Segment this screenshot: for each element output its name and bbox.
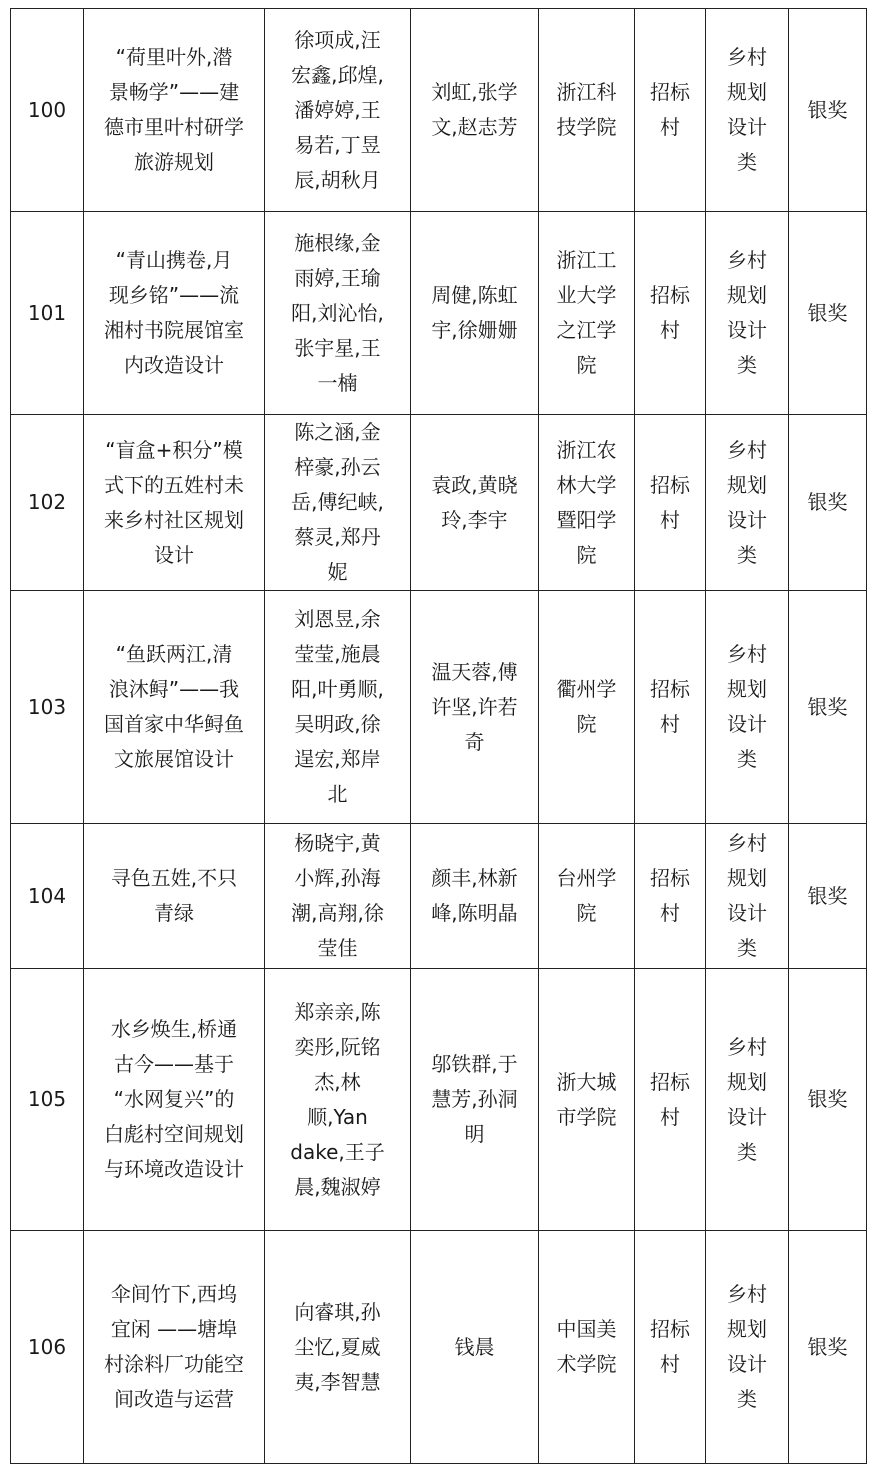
school-cell: 浙江农 林大学 暨阳学 院 [539, 415, 635, 591]
project-title-cell: 水乡焕生,桥通 古今——基于 “水网复兴”的 白彪村空间规划 与环境改造设计 [84, 969, 265, 1231]
project-title-cell: “鱼跃两江,清 浪沐鲟”——我 国首家中华鲟鱼 文旅展馆设计 [84, 591, 265, 824]
school-cell: 浙江科 技学院 [539, 9, 635, 212]
table-row [11, 9, 867, 212]
source-type-cell: 招标 村 [635, 824, 706, 969]
category-cell: 乡村 规划 设计 类 [706, 9, 789, 212]
source-type-cell: 招标 村 [635, 415, 706, 591]
advisors-cell: 袁政,黄晓 玲,李宇 [411, 415, 539, 591]
entry-number-cell: 100 [11, 9, 84, 212]
award-cell: 银奖 [789, 824, 867, 969]
team-members-cell: 杨晓宇,黄 小辉,孙海 潮,高翔,徐 莹佳 [265, 824, 411, 969]
team-members-cell: 刘恩昱,余 莹莹,施晨 阳,叶勇顺, 吴明政,徐 逞宏,郑岸 北 [265, 591, 411, 824]
entry-number-cell: 104 [11, 824, 84, 969]
team-members-cell: 陈之涵,金 梓豪,孙云 岳,傅纪峡, 蔡灵,郑丹 妮 [265, 415, 411, 591]
category-cell: 乡村 规划 设计 类 [706, 591, 789, 824]
category-cell: 乡村 规划 设计 类 [706, 969, 789, 1231]
award-cell: 银奖 [789, 212, 867, 415]
entry-number-cell: 106 [11, 1231, 84, 1464]
table-row [11, 1231, 867, 1464]
project-title-cell: 伞间竹下,西坞 宜闲 ——塘埠 村涂料厂功能空 间改造与运营 [84, 1231, 265, 1464]
project-title-cell: 寻色五姓,不只 青绿 [84, 824, 265, 969]
project-title-cell: “青山携卷,月 现乡铭”——流 湘村书院展馆室 内改造设计 [84, 212, 265, 415]
award-cell: 银奖 [789, 1231, 867, 1464]
category-cell: 乡村 规划 设计 类 [706, 415, 789, 591]
table-row [11, 212, 867, 415]
award-cell: 银奖 [789, 591, 867, 824]
category-cell: 乡村 规划 设计 类 [706, 212, 789, 415]
source-type-cell: 招标 村 [635, 212, 706, 415]
table-body [11, 9, 867, 1464]
category-cell: 乡村 规划 设计 类 [706, 1231, 789, 1464]
school-cell: 浙大城 市学院 [539, 969, 635, 1231]
source-type-cell: 招标 村 [635, 969, 706, 1231]
source-type-cell: 招标 村 [635, 1231, 706, 1464]
school-cell: 台州学 院 [539, 824, 635, 969]
table-row [11, 969, 867, 1231]
category-cell: 乡村 规划 设计 类 [706, 824, 789, 969]
award-cell: 银奖 [789, 9, 867, 212]
team-members-cell: 徐项成,汪 宏鑫,邱煌, 潘婷婷,王 易若,丁昱 辰,胡秋月 [265, 9, 411, 212]
source-type-cell: 招标 村 [635, 9, 706, 212]
entry-number-cell: 105 [11, 969, 84, 1231]
advisors-cell: 刘虹,张学 文,赵志芳 [411, 9, 539, 212]
team-members-cell: 郑亲亲,陈 奕彤,阮铭 杰,林 顺,Yan dake,王子 晨,魏淑婷 [265, 969, 411, 1231]
source-type-cell: 招标 村 [635, 591, 706, 824]
advisors-cell: 颜丰,林新 峰,陈明晶 [411, 824, 539, 969]
school-cell: 中国美 术学院 [539, 1231, 635, 1464]
project-title-cell: “荷里叶外,潜 景畅学”——建 德市里叶村研学 旅游规划 [84, 9, 265, 212]
award-cell: 银奖 [789, 969, 867, 1231]
awards-table [10, 8, 867, 1464]
advisors-cell: 温天蓉,傅 许坚,许若 奇 [411, 591, 539, 824]
school-cell: 浙江工 业大学 之江学 院 [539, 212, 635, 415]
table-row [11, 824, 867, 969]
school-cell: 衢州学 院 [539, 591, 635, 824]
entry-number-cell: 101 [11, 212, 84, 415]
table-row [11, 415, 867, 591]
entry-number-cell: 103 [11, 591, 84, 824]
advisors-cell: 钱晨 [411, 1231, 539, 1464]
project-title-cell: “盲盒+积分”模 式下的五姓村未 来乡村社区规划 设计 [84, 415, 265, 591]
award-cell: 银奖 [789, 415, 867, 591]
entry-number-cell: 102 [11, 415, 84, 591]
team-members-cell: 施根缘,金 雨婷,王瑜 阳,刘沁怡, 张宇星,王 一楠 [265, 212, 411, 415]
table-row [11, 591, 867, 824]
advisors-cell: 周健,陈虹 宇,徐姗姗 [411, 212, 539, 415]
advisors-cell: 邬铁群,于 慧芳,孙洞 明 [411, 969, 539, 1231]
team-members-cell: 向睿琪,孙 尘忆,夏威 夷,李智慧 [265, 1231, 411, 1464]
